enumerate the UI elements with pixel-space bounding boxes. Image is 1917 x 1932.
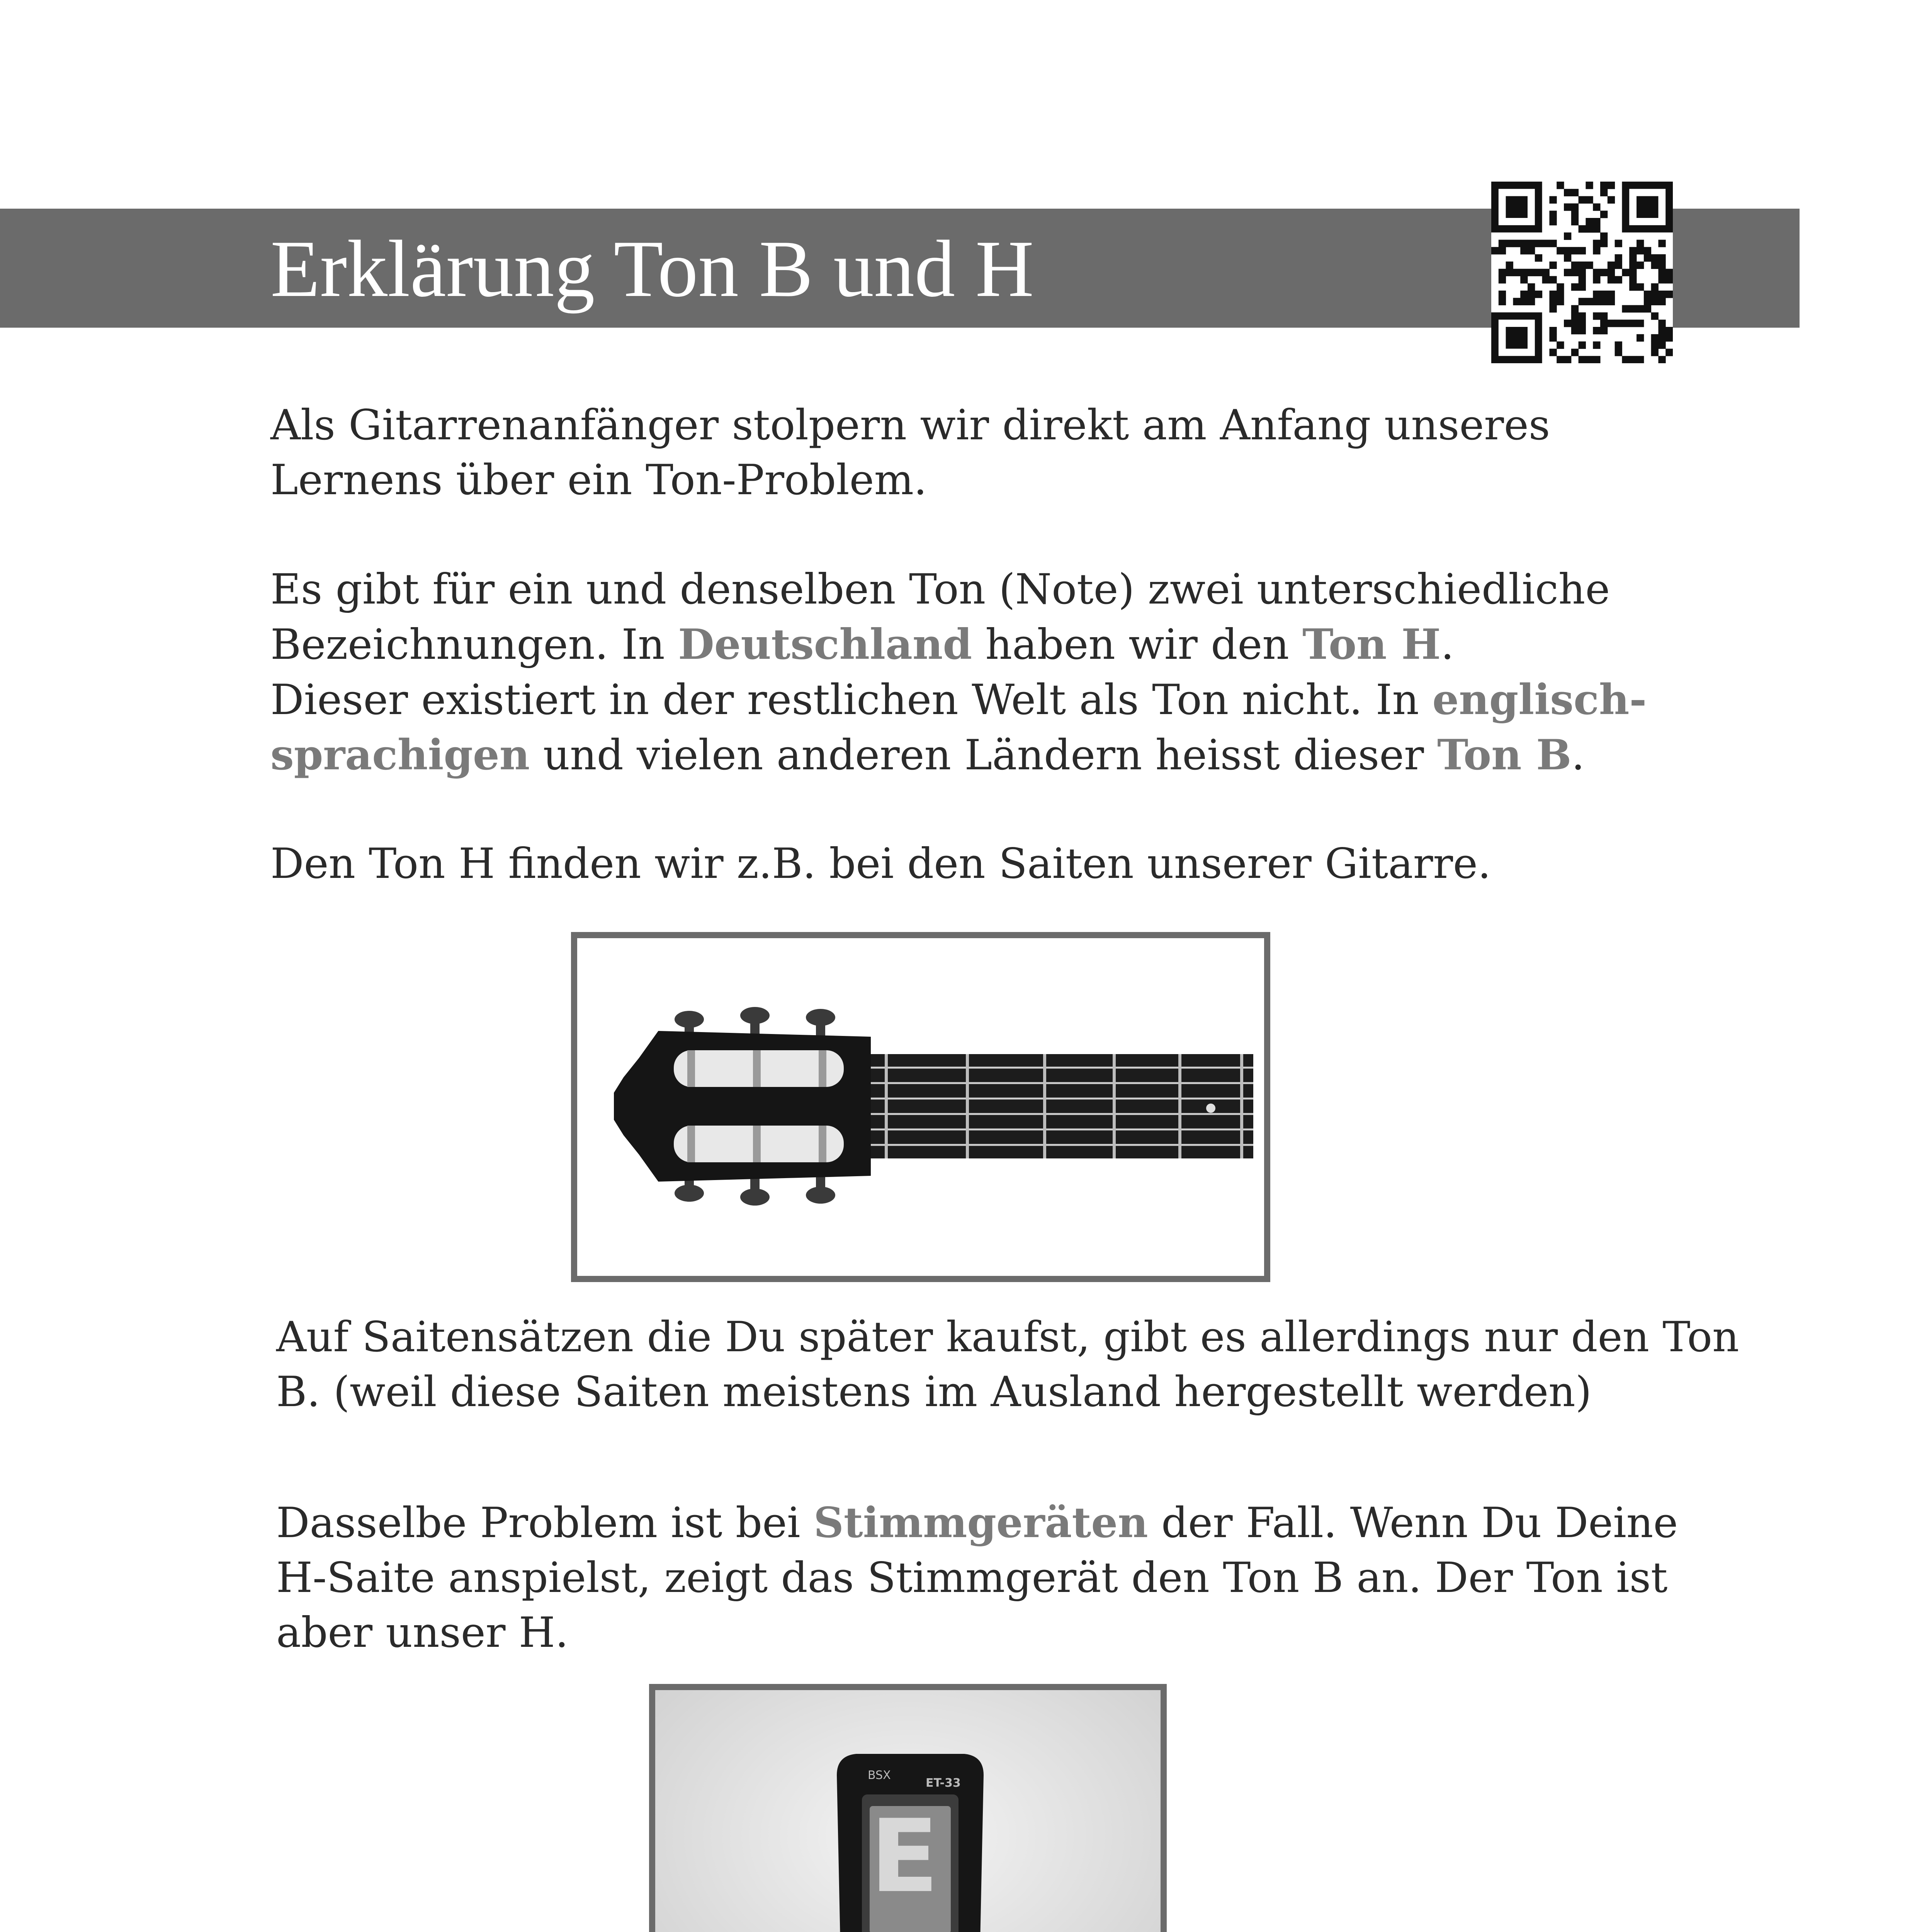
paragraph-string-sets xyxy=(276,1310,1783,1420)
text-line: Es gibt für ein und denselben Ton (Note) zwei unterschiedliche xyxy=(270,565,1610,614)
qr-code-icon[interactable] xyxy=(1491,182,1673,363)
qr-code-graphic xyxy=(1491,182,1673,363)
tuner-model: ET-33 xyxy=(926,1776,961,1790)
text-segment: der Fall. Wenn Du Deine xyxy=(1148,1499,1678,1547)
text-segment: Bezeichnungen. In xyxy=(270,621,678,669)
paragraph-naming xyxy=(270,562,1777,783)
text-line: aber unser H. xyxy=(276,1609,569,1657)
text-line: Auf Saitensätzen die Du später kaufst, gibt es allerdings nur den Ton xyxy=(276,1313,1739,1361)
highlight-sprachigen: sprachigen xyxy=(270,731,530,779)
highlight-ton-b: Ton B xyxy=(1437,731,1572,779)
tuner-photo xyxy=(649,1684,1167,1932)
text-line: Als Gitarrenanfänger stolpern wir direkt am Anfang unseres xyxy=(270,401,1550,449)
highlight-deutschland: Deutschland xyxy=(678,620,972,669)
text-segment: haben wir den xyxy=(972,621,1303,669)
paragraph-tuners xyxy=(276,1495,1783,1660)
paragraph-intro xyxy=(270,398,1777,508)
text-line xyxy=(270,728,1777,783)
text-line xyxy=(270,617,1777,672)
text-segment: und vielen anderen Ländern heisst dieser xyxy=(530,731,1438,779)
guitar-headstock-photo xyxy=(571,932,1270,1282)
page-title: Erklärung Ton B und H xyxy=(270,224,1034,314)
text-segment: Dasselbe Problem ist bei xyxy=(276,1499,814,1547)
text-line xyxy=(276,1495,1783,1551)
text-line: Lernens über ein Ton-Problem. xyxy=(270,456,927,504)
guitar-headstock-illustration xyxy=(577,938,1264,1276)
highlight-englisch: englisch- xyxy=(1432,675,1647,724)
highlight-stimmgeraeten: Stimmgeräten xyxy=(813,1498,1148,1547)
tuner-brand: BSX xyxy=(868,1769,891,1782)
highlight-ton-h: Ton H xyxy=(1302,620,1441,669)
text-segment: . xyxy=(1571,731,1585,779)
text-line xyxy=(270,672,1777,728)
tuner-display-note: E xyxy=(870,1798,939,1915)
paragraph-guitar-strings: Den Ton H finden wir z.B. bei den Saiten unserer Gitarre. xyxy=(270,840,1491,888)
text-line: B. (weil diese Saiten meistens im Ausland hergestellt werden) xyxy=(276,1368,1592,1416)
text-segment: Dieser existiert in der restlichen Welt als Ton nicht. In xyxy=(270,676,1433,724)
tuner-illustration xyxy=(655,1690,1161,1932)
text-segment: . xyxy=(1441,621,1454,669)
text-line: H-Saite anspielst, zeigt das Stimmgerät den Ton B an. Der Ton ist xyxy=(276,1554,1668,1602)
